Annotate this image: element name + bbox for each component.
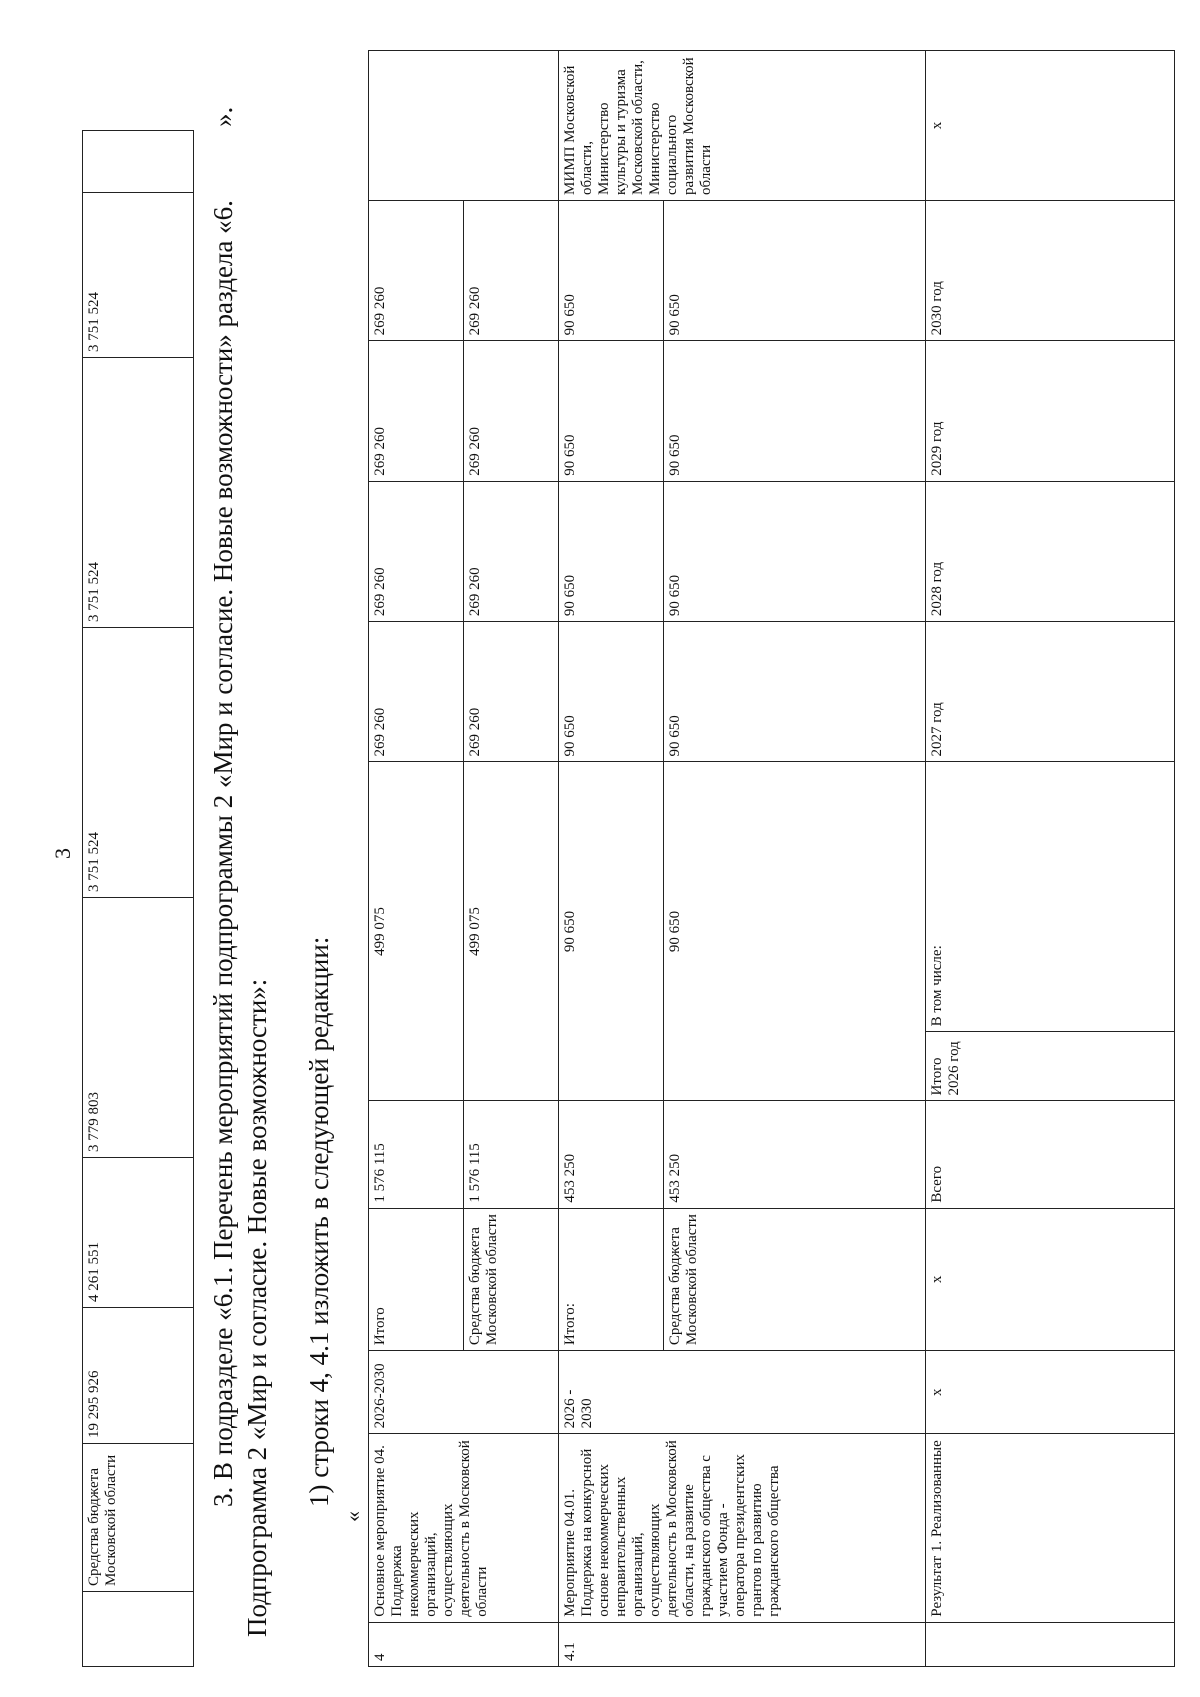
event-years: 2026-2030 — [369, 1351, 559, 1434]
result-2030: 2030 год — [926, 200, 1175, 340]
result-executor: x — [926, 51, 1175, 201]
table-cell — [83, 193, 194, 358]
row-num: 4 — [369, 1622, 559, 1666]
table-row — [369, 51, 464, 1667]
event-years: 2026 - 2030 — [559, 1351, 926, 1434]
total-label: Итого: — [559, 1208, 664, 1350]
source-2028: 269 260 — [464, 481, 559, 621]
table-cell — [83, 131, 194, 193]
source-2029: 90 650 — [664, 341, 926, 481]
source-2030: 269 260 — [464, 200, 559, 340]
source-2027: 269 260 — [464, 622, 559, 762]
open-quote: « — [340, 1511, 365, 1522]
paragraph-line-3: 1) строки 4, 4.1 изложить в следующей редакции: — [304, 936, 334, 1507]
total-all: 453 250 — [559, 1101, 664, 1208]
event-name: Мероприятие 04.01. Поддержка на конкурсной основе некоммерческих неправительственных организаций, осуществляющих деятельность в Московской области, на развитие гражданского общества с участием Фонда - оператора президентских грантов по развитию гражданского общества — [559, 1434, 926, 1622]
executor-cell — [369, 51, 559, 201]
table-cell — [83, 358, 194, 628]
result-total: Всего — [926, 1101, 1175, 1208]
total-2029: 90 650 — [559, 341, 664, 481]
result-2028: 2028 год — [926, 481, 1175, 621]
value-total: 19 295 926 — [86, 1370, 102, 1438]
source-label: Средства бюджета Московской области — [86, 1454, 119, 1586]
total-2030: 90 650 — [559, 200, 664, 340]
table-row — [926, 51, 1175, 1667]
row-num: 4.1 — [559, 1622, 926, 1666]
value-2030: 3 751 524 — [86, 292, 102, 352]
source-2026: 499 075 — [464, 762, 559, 1101]
table-cell — [83, 628, 194, 898]
total-2028: 90 650 — [559, 481, 664, 621]
total-2027: 90 650 — [559, 622, 664, 762]
top-table — [82, 130, 194, 1667]
source-total: 453 250 — [664, 1101, 926, 1208]
main-table — [368, 50, 1175, 1667]
total-2028: 269 260 — [369, 481, 464, 621]
paragraph-line-1-text: 3. В подразделе «6.1. Перечень мероприятий подпрограммы 2 «Мир и согласие. Новые возможности» раздела «6. — [208, 200, 238, 1507]
table-row — [559, 51, 664, 1667]
table-cell — [83, 1444, 194, 1592]
result-name: Результат 1. Реализованные — [926, 1434, 1175, 1622]
result-source: x — [926, 1208, 1175, 1350]
table-cell — [83, 1592, 194, 1667]
table-cell — [83, 1158, 194, 1308]
source-2026: 90 650 — [664, 762, 926, 1101]
result-2027: 2027 год — [926, 622, 1175, 762]
total-2026: 499 075 — [369, 762, 464, 1101]
table-cell — [83, 898, 194, 1158]
event-name: Основное мероприятие 04. Поддержка некоммерческих организаций, осуществляющих деятельность в Московской области — [369, 1434, 559, 1622]
value-2029: 3 751 524 — [86, 562, 102, 622]
total-2026: 90 650 — [559, 762, 664, 1101]
paragraph-line-1-close: ». — [208, 106, 238, 127]
page-number: 3 — [50, 848, 75, 859]
total-all: 1 576 115 — [369, 1101, 464, 1208]
result-2029: 2029 год — [926, 341, 1175, 481]
source-2028: 90 650 — [664, 481, 926, 621]
value-2026: 4 261 551 — [86, 1242, 102, 1302]
source-label: Средства бюджета Московской области — [464, 1208, 559, 1350]
table-cell — [83, 1308, 194, 1444]
row-num — [926, 1622, 1175, 1666]
source-2029: 269 260 — [464, 341, 559, 481]
total-2029: 269 260 — [369, 341, 464, 481]
executor: МИМП Московской области, Министерство культуры и туризма Московской области, Министерство социального развития Московской области — [559, 51, 926, 201]
paragraph-line-1 — [206, 200, 240, 1507]
source-2030: 90 650 — [664, 200, 926, 340]
total-2027: 269 260 — [369, 622, 464, 762]
paragraph-line-2: Подпрограмма 2 «Мир и согласие. Новые возможности»: — [242, 978, 272, 1637]
source-2027: 90 650 — [664, 622, 926, 762]
value-2028: 3 751 524 — [86, 832, 102, 892]
total-label: Итого — [369, 1208, 464, 1350]
result-years: x — [926, 1351, 1175, 1434]
total-2030: 269 260 — [369, 200, 464, 340]
result-itogo-2026: Итого 2026 год — [926, 1032, 1175, 1101]
value-2027: 3 779 803 — [86, 1092, 102, 1152]
source-total: 1 576 115 — [464, 1101, 559, 1208]
result-including: В том числе: — [926, 762, 1175, 1032]
table-row — [83, 131, 194, 1667]
source-label: Средства бюджета Московской области — [664, 1208, 926, 1350]
